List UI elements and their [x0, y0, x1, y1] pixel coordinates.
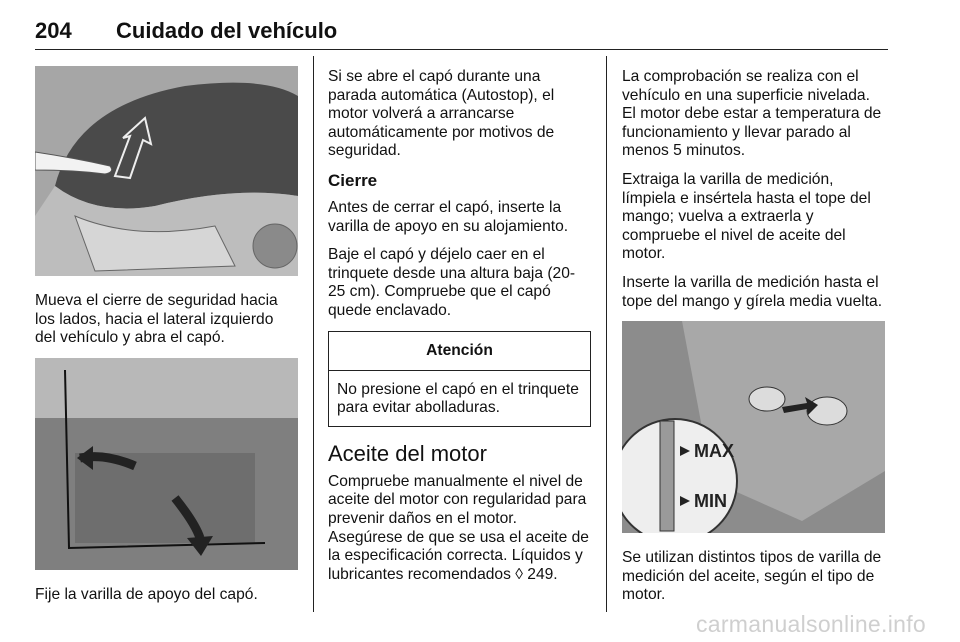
column-left	[35, 66, 298, 614]
header-rule	[35, 49, 888, 50]
column-middle	[328, 68, 591, 594]
attention-notice	[328, 331, 591, 427]
page-number: 204	[35, 18, 72, 43]
dipstick-min-label: MIN	[694, 491, 727, 512]
hood-opening-illustration	[35, 66, 298, 276]
caption-hood-release: Mueva el cierre de seguridad hacia los lados, hacia el lateral izquierdo del vehículo y abra el capó.	[35, 292, 278, 347]
dipstick-illustration	[622, 321, 885, 533]
closing-paragraph-1: Antes de cerrar el capó, inserte la varilla de apoyo en su alojamiento.	[328, 198, 569, 235]
dipstick-insert-paragraph: Inserte la varilla de medición hasta el tope del mango y gírela media vuelta.	[622, 273, 883, 310]
notice-title: Atención	[329, 332, 590, 371]
check-conditions-paragraph: La comprobación se realiza con el vehículo en una superficie nivelada. El motor debe estar a temperatura de funcionamiento y llevar parado al menos 5 minutos.	[622, 68, 882, 160]
dipstick-max-label: MAX	[694, 441, 734, 462]
dipstick-procedure-paragraph: Extraiga la varilla de medición, límpiela e insértela hasta el tope del mango; vuelva a extraerla y compruebe el nivel de aceite del motor.	[622, 170, 871, 263]
page-header	[35, 12, 888, 50]
hood-support-rod-illustration	[35, 358, 298, 570]
watermark: carmanualsonline.info	[695, 611, 926, 637]
column-divider	[313, 56, 314, 612]
engine-oil-paragraph: Compruebe manualmente el nivel de aceite del motor con regularidad para prevenir daños en el motor. Asegúrese de que se usa el aceite de la especificación correcta. Líquidos y lubricantes recomendados ◊ 249.	[328, 472, 589, 583]
dipstick-caption: Se utilizan distintos tipos de varilla de medición del aceite, según el tipo de motor.	[622, 549, 882, 604]
page-title: Cuidado del vehículo	[116, 18, 338, 43]
closing-paragraph-2: Baje el capó y déjelo caer en el trinquete desde una altura baja (20-25 cm). Compruebe que el capó quede enclavado.	[328, 246, 576, 319]
closing-heading: Cierre	[328, 170, 378, 190]
section-heading: Aceite del motor	[328, 440, 487, 466]
autostop-paragraph: Si se abre el capó durante una parada automática (Autostop), el motor volverá a arrancarse automáticamente por motivos de seguridad.	[328, 68, 555, 160]
column-right	[622, 68, 888, 615]
column-divider	[606, 56, 607, 612]
notice-body: No presione el capó en el trinquete para evitar abolladuras.	[337, 380, 579, 417]
caption-support-rod: Fije la varilla de apoyo del capó.	[35, 585, 258, 603]
